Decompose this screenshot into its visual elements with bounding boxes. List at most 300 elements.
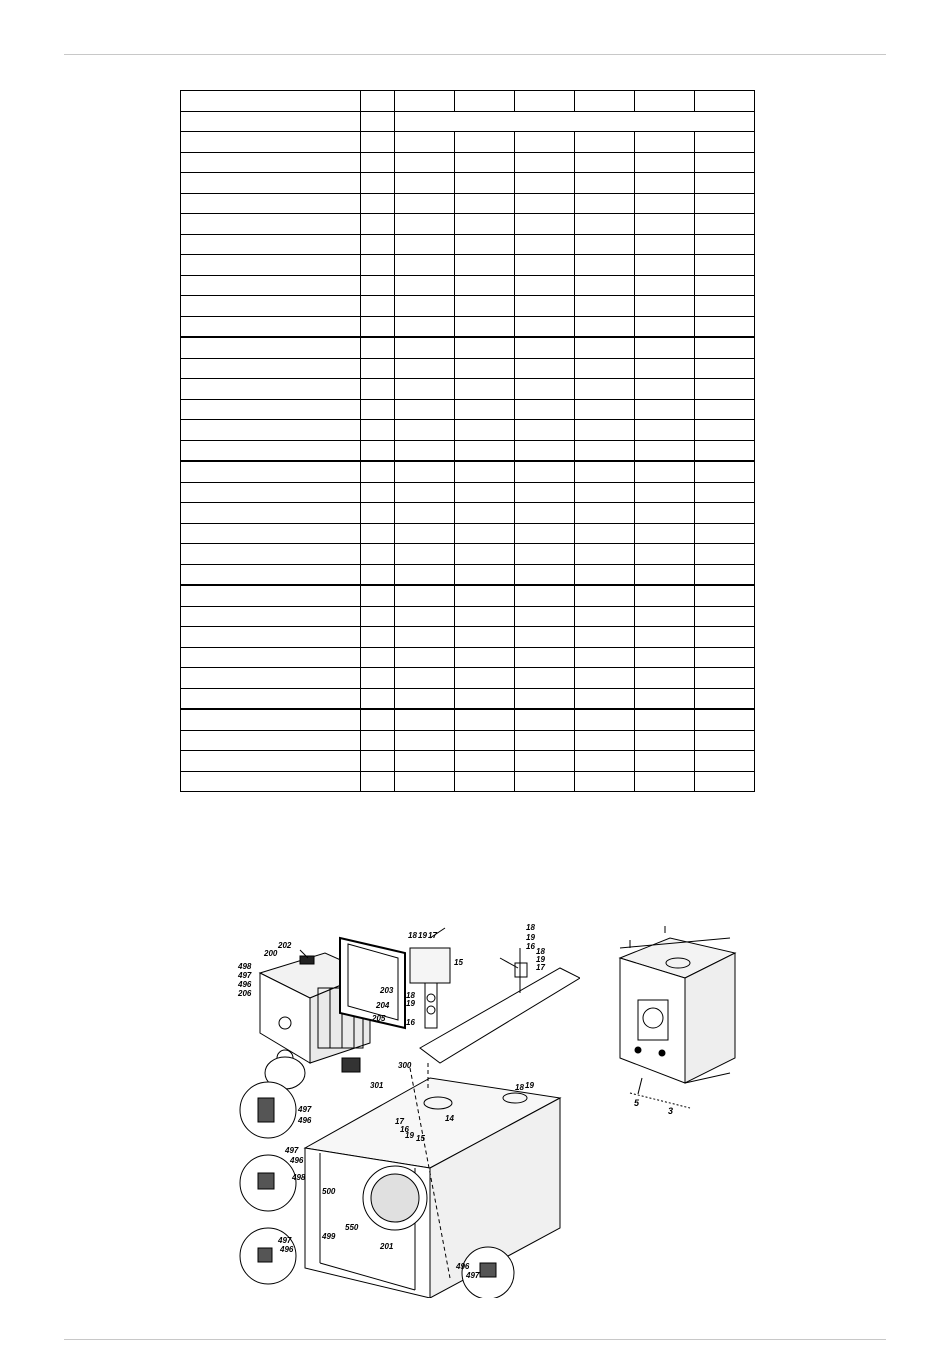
label-17c: 17 [395,1117,404,1126]
table-cell [635,132,695,153]
table-cell [455,606,515,627]
table-cell [395,275,455,296]
table-cell [455,585,515,606]
table-cell [181,688,361,709]
label-16c: 16 [400,1125,409,1134]
table-cell [575,214,635,235]
table-cell [515,709,575,730]
table-cell [515,771,575,792]
label-16b: 16 [526,942,535,951]
table-cell [695,214,755,235]
table-cell [455,255,515,276]
table-cell [455,234,515,255]
table-row [181,461,755,482]
table-cell [635,585,695,606]
table-cell [515,544,575,565]
table-cell [695,523,755,544]
label-14: 14 [445,1114,454,1123]
table-cell [395,296,455,317]
table-cell [635,440,695,461]
table-cell [695,420,755,441]
table-cell [515,379,575,400]
table-cell [395,585,455,606]
table-cell [575,461,635,482]
table-row [181,668,755,689]
table-cell [181,668,361,689]
label-18a: 18 [408,931,417,940]
table-cell [575,709,635,730]
table-cell [395,358,455,379]
table-cell [361,132,395,153]
label-300: 300 [398,1061,412,1070]
table-cell [455,379,515,400]
table-cell [455,751,515,772]
table-cell [695,585,755,606]
table-cell [575,523,635,544]
table-cell [455,544,515,565]
table-cell [695,751,755,772]
table-cell [575,193,635,214]
table-cell [455,627,515,648]
table-cell [395,173,455,194]
table-row [181,91,755,112]
table-cell [515,647,575,668]
table-cell [395,688,455,709]
table-cell [695,399,755,420]
table-cell [575,751,635,772]
table-cell [515,275,575,296]
label-550: 550 [345,1223,359,1232]
table-cell [635,544,695,565]
table-cell [695,461,755,482]
table-cell [515,440,575,461]
table-cell [395,771,455,792]
table-row [181,193,755,214]
table-cell [635,730,695,751]
table-cell [635,214,695,235]
table-cell [635,316,695,337]
table-cell [575,627,635,648]
table-cell [515,132,575,153]
table-cell [181,111,361,132]
table-cell [455,503,515,524]
table-cell [515,173,575,194]
table-cell [361,234,395,255]
table-row [181,751,755,772]
table-row [181,275,755,296]
table-cell [695,358,755,379]
assembled-unit-drawing [590,918,750,1118]
table-cell [361,730,395,751]
tube-assembly-drawing [410,928,450,1028]
table-cell [395,751,455,772]
table-cell [361,358,395,379]
label-18b: 18 [406,991,415,1000]
footer-rule [64,1339,886,1340]
label-19c: 19 [526,933,535,942]
table-cell [181,193,361,214]
table-cell [635,91,695,112]
table-row [181,730,755,751]
table-cell [455,709,515,730]
label-499: 499 [322,1232,336,1241]
table-cell [361,627,395,648]
table-cell [635,627,695,648]
table-cell [575,688,635,709]
table-row [181,337,755,358]
table-cell [575,585,635,606]
table-row [181,255,755,276]
table-cell [455,440,515,461]
table-cell [635,234,695,255]
table-cell [361,193,395,214]
table-row [181,173,755,194]
table-cell [695,709,755,730]
table-cell [181,296,361,317]
table-cell-merged [395,111,755,132]
table-cell [635,606,695,627]
table-cell [575,358,635,379]
parts-table [180,90,755,792]
label-498a: 498 [238,962,252,971]
table-cell [515,627,575,648]
label-496a: 496 [238,980,252,989]
table-cell [361,420,395,441]
table-cell [635,461,695,482]
table-cell [455,668,515,689]
table-cell [181,255,361,276]
table-cell [455,275,515,296]
table-row [181,503,755,524]
table-cell [181,173,361,194]
table-cell [575,275,635,296]
table-cell [395,214,455,235]
table-cell [395,255,455,276]
table-cell [635,482,695,503]
table-row [181,399,755,420]
table-cell [395,337,455,358]
table-cell [575,399,635,420]
table-cell [695,440,755,461]
table-cell [181,316,361,337]
table-row [181,606,755,627]
table-cell [575,132,635,153]
label-200: 200 [264,949,278,958]
table-cell [181,523,361,544]
table-cell [695,234,755,255]
table-cell [515,585,575,606]
table-cell [695,379,755,400]
label-15b: 15 [416,1134,425,1143]
table-row [181,627,755,648]
table-cell [635,358,695,379]
table-cell [395,606,455,627]
label-202: 202 [278,941,292,950]
table-cell [635,255,695,276]
table-row [181,440,755,461]
table-cell [695,564,755,585]
table-cell [575,544,635,565]
table-cell [575,440,635,461]
table-row [181,234,755,255]
table-cell [695,132,755,153]
label-18e: 18 [515,1083,524,1092]
table-cell [575,564,635,585]
table-row [181,296,755,317]
table-cell [455,688,515,709]
table-cell [635,751,695,772]
table-row [181,585,755,606]
table-cell [575,771,635,792]
label-203: 203 [380,986,394,995]
table-cell [515,193,575,214]
label-3: 3 [668,1106,674,1116]
table-cell [575,606,635,627]
table-cell [361,337,395,358]
table-cell [515,399,575,420]
table-cell [575,379,635,400]
table-cell [635,399,695,420]
table-cell [515,564,575,585]
table-cell [515,730,575,751]
table-cell [575,647,635,668]
table-cell [695,296,755,317]
table-cell [695,606,755,627]
table-cell [515,688,575,709]
label-496d: 496 [280,1245,294,1254]
table-cell [515,337,575,358]
table-cell [395,193,455,214]
table-cell [635,564,695,585]
table-row [181,152,755,173]
table-row [181,358,755,379]
table-cell [575,316,635,337]
table-row [181,132,755,153]
table-cell [181,564,361,585]
table-cell [515,461,575,482]
table-cell [695,688,755,709]
label-206: 206 [238,989,252,998]
table-cell [395,152,455,173]
table-cell [635,337,695,358]
table-cell [635,688,695,709]
table-row [181,379,755,400]
label-19f: 19 [405,1131,414,1140]
table-cell [361,91,395,112]
table-cell [395,730,455,751]
exploded-assembly-drawing [230,918,580,1298]
table-cell [361,296,395,317]
table-cell [395,132,455,153]
table-cell [181,606,361,627]
label-496e: 496 [456,1262,470,1271]
table-cell [361,647,395,668]
table-cell [455,132,515,153]
table-cell [395,709,455,730]
table-cell [695,173,755,194]
header-rule [64,54,886,55]
table-cell [395,379,455,400]
table-cell [181,709,361,730]
table-cell [515,420,575,441]
table-cell [181,730,361,751]
label-19a: 19 [418,931,427,940]
table-cell [395,316,455,337]
table-cell [575,91,635,112]
table-cell [515,523,575,544]
table-cell [395,91,455,112]
label-19b: 19 [406,999,415,1008]
table-cell [635,668,695,689]
table-cell [515,234,575,255]
table-cell [361,585,395,606]
table-cell [575,668,635,689]
table-cell [635,771,695,792]
label-16a: 16 [406,1018,415,1027]
table-cell [455,173,515,194]
table-cell [395,544,455,565]
table-cell [181,152,361,173]
table-cell [395,647,455,668]
table-cell [575,152,635,173]
table-cell [181,275,361,296]
table-cell [515,214,575,235]
table-cell [361,111,395,132]
label-17b: 17 [536,963,545,972]
table-cell [395,627,455,648]
table-cell [181,503,361,524]
table-cell [395,399,455,420]
label-19e: 19 [525,1081,534,1090]
table-cell [361,275,395,296]
table-cell [575,420,635,441]
table-cell [695,152,755,173]
table-cell [455,399,515,420]
table-cell [361,461,395,482]
table-cell [515,503,575,524]
table-cell [361,255,395,276]
label-15a: 15 [454,958,463,967]
table-cell [515,91,575,112]
table-cell [455,214,515,235]
table-cell [575,234,635,255]
table-cell [455,730,515,751]
table-row [181,111,755,132]
table-cell [515,482,575,503]
table-cell [695,668,755,689]
table-row [181,564,755,585]
label-497a: 497 [238,971,252,980]
table-cell [695,627,755,648]
table-cell [515,316,575,337]
table-cell [181,751,361,772]
table-cell [361,173,395,194]
label-201: 201 [380,1242,394,1251]
table-cell [361,152,395,173]
table-cell [695,193,755,214]
table-cell [455,564,515,585]
table-cell [455,337,515,358]
table-cell [395,564,455,585]
table-row [181,709,755,730]
table-row [181,544,755,565]
label-497b: 497 [298,1105,312,1114]
table-cell [635,296,695,317]
label-301: 301 [370,1081,384,1090]
table-cell [695,255,755,276]
table-cell [515,358,575,379]
table-cell [515,751,575,772]
table-cell [695,91,755,112]
table-cell [361,214,395,235]
table-row [181,214,755,235]
table-cell [455,771,515,792]
table-cell [181,214,361,235]
table-cell [695,544,755,565]
table-cell [695,482,755,503]
table-cell [181,379,361,400]
table-cell [515,152,575,173]
label-500: 500 [322,1187,336,1196]
table-cell [361,751,395,772]
table-cell [695,337,755,358]
table-cell [361,316,395,337]
table-cell [635,503,695,524]
table-cell [455,152,515,173]
table-cell [395,668,455,689]
table-cell [455,316,515,337]
table-cell [455,193,515,214]
table-cell [395,523,455,544]
table-cell [575,173,635,194]
table-cell [361,709,395,730]
label-17a: 17 [428,931,437,940]
table-cell [455,482,515,503]
table-cell [455,420,515,441]
table-cell [695,730,755,751]
table-cell [515,668,575,689]
table-cell [635,709,695,730]
table-cell [361,503,395,524]
table-cell [515,296,575,317]
table-row [181,523,755,544]
table-cell [395,503,455,524]
table-cell [575,337,635,358]
table-cell [515,606,575,627]
table-cell [361,668,395,689]
table-cell [181,440,361,461]
table-cell [515,255,575,276]
table-cell [695,275,755,296]
table-cell [361,399,395,420]
label-205: 205 [372,1014,386,1023]
table-cell [395,482,455,503]
table-cell [181,91,361,112]
table-cell [181,420,361,441]
table-cell [181,132,361,153]
table-cell [181,771,361,792]
table-row [181,771,755,792]
table-cell [395,440,455,461]
table-cell [181,647,361,668]
label-19d: 19 [536,955,545,964]
table-cell [695,771,755,792]
table-cell [361,482,395,503]
table-cell [695,316,755,337]
table-cell [575,482,635,503]
table-cell [361,771,395,792]
table-cell [181,358,361,379]
